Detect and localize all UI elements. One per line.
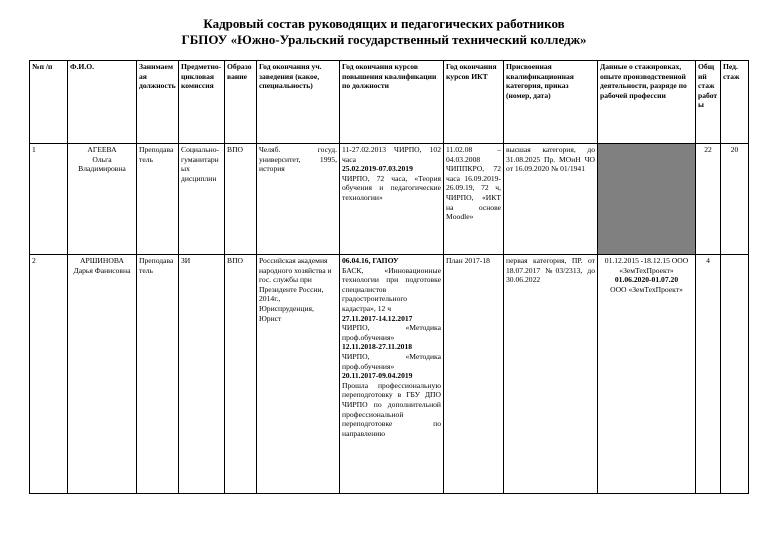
- cell-text-part: ЧИРПО, «Методика проф.обучения»: [342, 323, 441, 342]
- row-ikt-courses: 11.02.08 – 04.03.2008 ЧИППКРО, 72 часа 16.09.2019-26.09.19, 72 ч, ЧИРПО, «ИКТ на основе Moodle»: [444, 144, 504, 255]
- cell-text-part: ЧИРПО, «Методика проф.обучения»: [342, 351, 441, 371]
- row-total-exp: 22: [696, 144, 721, 255]
- title-line-2: ГБПОУ «Южно-Уральский государственный технический колледж»: [181, 32, 587, 47]
- row-fio: [68, 144, 137, 255]
- header-total-exp: Общий стаж работы: [696, 61, 721, 144]
- header-fio: Ф.И.О.: [68, 61, 137, 144]
- header-qual-courses: Год окончания курсов повышения квалификации по должности: [340, 61, 444, 144]
- header-row: [30, 61, 749, 144]
- row-education: ВПО: [225, 144, 257, 255]
- header-ped-exp: Пед. стаж: [721, 61, 749, 144]
- row-category: первая категория, ПР. от 18.07.2017 №03/2313, до 30.06.2022: [504, 255, 598, 494]
- cell-text-part: ООО «ЗемТехПроект»: [610, 284, 683, 294]
- document-title: [0, 16, 768, 48]
- cell-text-part: 12.11.2018-27.11.2018: [342, 342, 413, 352]
- row-fio: [68, 255, 137, 494]
- row-internship: [598, 255, 696, 494]
- row-fio-first: Ольга Владимировна: [78, 154, 126, 174]
- header-ikt-courses: Год окончания курсов ИКТ: [444, 61, 504, 144]
- row-ikt-courses: План 2017-18: [444, 255, 504, 494]
- row-qual-courses: [340, 255, 444, 494]
- header-subject: Предметно-цикловая комиссия: [179, 61, 225, 144]
- row-education: ВПО: [225, 255, 257, 494]
- row-total-exp: 4: [696, 255, 721, 494]
- table-row: [30, 255, 749, 494]
- header-internship: Данные о стажировках, опыте производственной деятельности, разряде по рабочей профессии: [598, 61, 696, 144]
- row-position: Преподаватель: [137, 255, 179, 494]
- cell-text-part: 25.02.2019-07.03.2019: [342, 164, 413, 174]
- header-position: Занимаемая должность: [137, 61, 179, 144]
- cell-text-part: 27.11.2017-14.12.2017: [342, 313, 413, 323]
- row-num: 1: [30, 144, 68, 255]
- title-line-1: Кадровый состав руководящих и педагогических работников: [203, 16, 565, 31]
- header-grad-year: Год окончания уч. заведения (какое, специальность): [257, 61, 340, 144]
- row-subject: Социально-гуманитарных дисциплин: [179, 144, 225, 255]
- row-internship: [598, 144, 696, 255]
- cell-text-part: 20.11.2017-09.04.2019: [342, 371, 413, 381]
- row-qual-courses: [340, 144, 444, 255]
- row-fio-last: АРШИНОВА: [80, 256, 124, 265]
- header-num: №п /п: [30, 61, 68, 144]
- cell-text-part: 01.06.2020-01.07.20: [614, 275, 679, 285]
- row-category: высшая категория, до 31.08.2025 Пр. МОиН ЧО от 16.09.2020 № 01/1941: [504, 144, 598, 255]
- header-education: Образование: [225, 61, 257, 144]
- cell-text-part: 06.04.16, ГАПОУ: [342, 256, 399, 265]
- row-grad-year: Челяб. госуд. университет, 1995, история: [257, 144, 340, 255]
- row-grad-year: Российская академия народного хозяйства и гос. службы при Президенте России, 2014г., Юриспруденция, Юрист: [257, 255, 340, 494]
- row-ped-exp: [721, 255, 749, 494]
- row-position: Преподаватель: [137, 144, 179, 255]
- staff-table: [29, 60, 749, 494]
- header-category: Присвоенная квалификационная категория, приказ (номер, дата): [504, 61, 598, 144]
- cell-text-part: Прошла профессиональную переподготовку в ГБУ ДПО ЧИРПО по дополнительной профессиональной переподготовке по направлению: [342, 380, 441, 438]
- row-subject: ЗИ: [179, 255, 225, 494]
- table-row: [30, 144, 749, 255]
- row-num: 2: [30, 255, 68, 494]
- row-fio-first: Дарья Фанисовна: [73, 265, 131, 275]
- cell-text-part: ЧИРПО, 72 часа, «Теория обучения и педагогические технологии»: [342, 173, 441, 202]
- row-fio-last: АГЕЕВА: [87, 145, 117, 154]
- cell-text-part: БАСК, «Инновационные технологии при подготовке специалистов градостроительного кадастра», 12 ч: [342, 265, 441, 313]
- cell-text-part: 01.12.2015 -18.12.15 ООО «ЗемТехПроект»: [604, 256, 689, 275]
- cell-text-part: 11-27.02.2013 ЧИРПО, 102 часа: [342, 145, 441, 164]
- row-ped-exp: 20: [721, 144, 749, 255]
